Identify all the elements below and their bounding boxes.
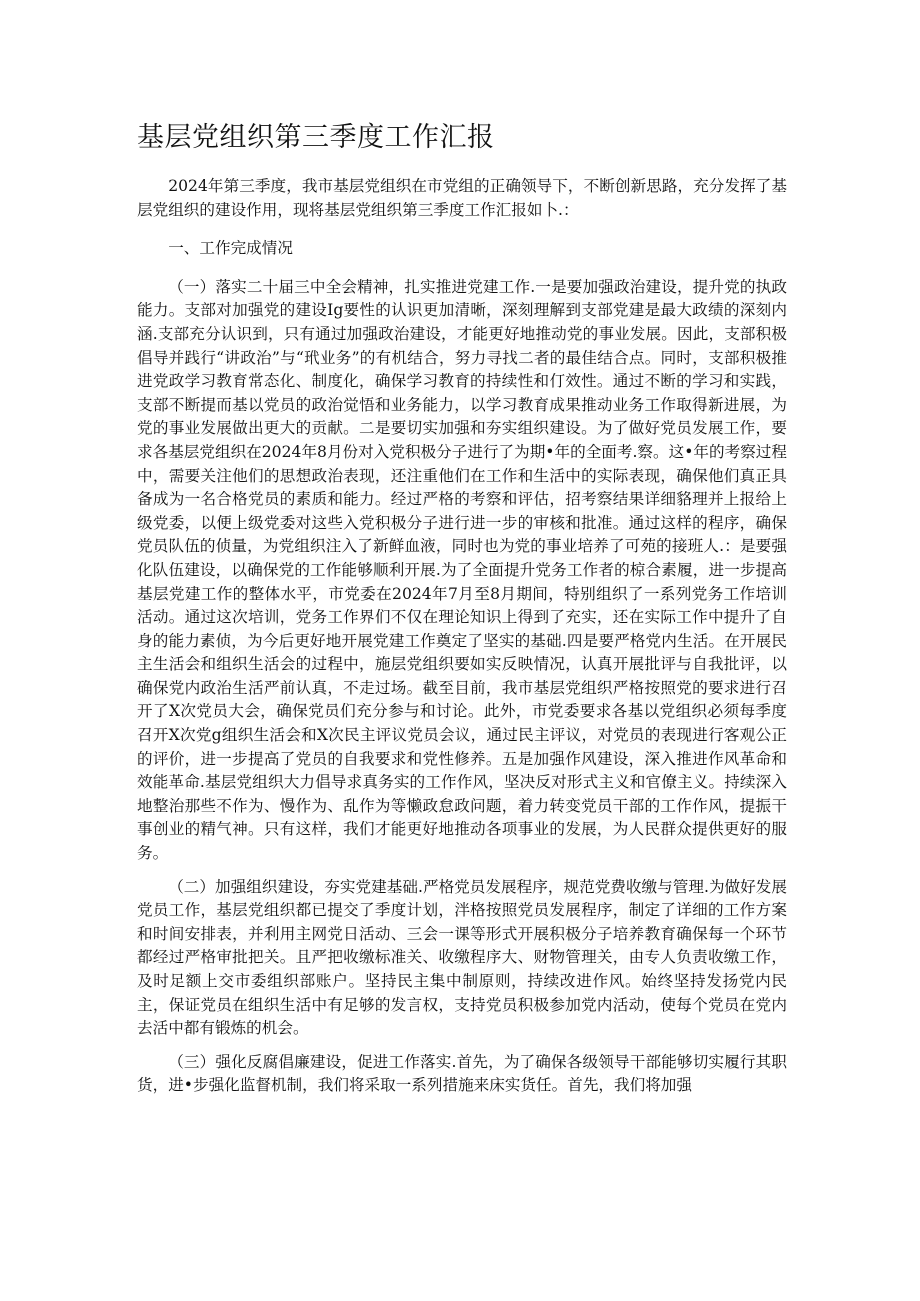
paragraph-item-1: （一）落实二十届三中全会精神，扎实推进党建工作.一是要加强政治建设，提升党的执政能力。支部对加强党的建设Ig要性的认识更加清晰，深刻理解到支部党建是最大政绩的深刻内涵.支部充分认识到，只有通过加强政治建设，才能更好地推动党的事业发展。因此，支部积极倡导并践行“讲政治”与“玳业务”的有机结合，努力寻找二者的最佳结合点。同时，支部积极推进党政学习教育常态化、制度化，确保学习教育的持续性和仃效性。通过不断的学习和实践，支部不断提而基以党员的政治觉悟和业务能力，以学习教育成果推动业务工作取得新进展，为党的事业发展做出更大的贡献。二是要切实加强和夯实组织建设。为了做好党员发展工作，要求各基层党组织在2024年8月份对入党积极分子进行了为期•年的全面考.察。这•年的考察过程中，需要关注他们的思想政治表现，还注重他们在工作和生活中的实际表现，确保他们真正具备成为一名合格党员的素质和能力。经过严格的考察和评估，招考察结果详细貉理并上报给上级党委，以便上级党委对这些入党积极分子进行进一步的审核和批准。通过这样的程序，确保党员队伍的侦量，为党组织注入了新鲜血液，同时也为党的事业培养了可苑的接班人.：是要强化队伍建设，以确保党的工作能够顺利开展.为了全面提升党务工作者的椋合素履，进一步提高基层党建工作的整体水平，市党委在2024年7月至8月期间，特别组织了一系列党务工作培训活动。通过这次培训，党务工作界们不仅在理论知识上得到了充实，还在实际工作中提升了自身的能力素侦，为今后更好地开展党建工作奠定了坚实的基础.四是要严格党内生活。在开展民主生活会和组织生活会的过程中，施层党组织要如实反映情况，认真开展批评与自我批评，以确保党内政治生活严前认真，不走过场。截至目前，我市基层党组织严格按照党的要求进行召开了X次党员大会，确保党员们充分参与和讨论。此外，市党委要求各基以党组织必须每季度召开X次党g组织生活会和X次民主评议党员会议，通过民主评议，对党员的表现进行客观公正的评价，进一步提高了党员的自我要求和党性修养。五是加强作风建设，深入推进作风革命和效能革命.基层党组织大力倡导求真务实的工作作风，坚决反对形式主义和官僚主义。持续深入地整治那些不作为、慢作为、乱作为等懒政怠政问题，着力转变党员干部的工作作风，提振干事创业的精气神。只有这样，我们才能更好地推动各项事业的发展，为人民群众提供更好的服务。: [137, 277, 787, 863]
document-body: [137, 175, 787, 1098]
document-title: 基层党组织第三季度工作汇报: [137, 122, 495, 153]
paragraph-item-2: （二）加强组织建设，夯实党建基础.严格党员发展程序，规范党费收缴与管理.为做好发展党员工作，基层党组织都已提交了季度计划，泮格按照党员发展程序，制定了详细的工作方案和时间安排表，并利用主网党日活动、三会一课等形式开展积极分子培养教育确保每一个环节都经过严格审批把关。且严把收缴标准关、收缴程序大、财物管理关，由专人负责收缴工作，及时足额上交市委组织部账户。坚持民主集中制原则，持续改进作风。始终坚持发扬党内民主，保证党员在组织生活中有足够的发言权，支持党员积极参加党内活动，使每个党员在党内去活中都有锻炼的机会。: [137, 877, 787, 1038]
section-heading: 一、工作完成情况: [168, 239, 293, 258]
intro-paragraph: 2024年第三季度，我市基层党组织在市党组的正确领导下，不断创新思路，充分发挥了基层党组织的建设作用，现将基层党组织第三季度工作汇报如卜.：: [137, 177, 787, 219]
paragraph-item-3: （三）强化反腐倡廉建设，促进工作落实.首先，为了确保各级领导干部能够切实履行其职货，进•步强化监督机制，我们将采取一系列措施来床实货任。首先，我们将加强: [137, 1052, 787, 1095]
